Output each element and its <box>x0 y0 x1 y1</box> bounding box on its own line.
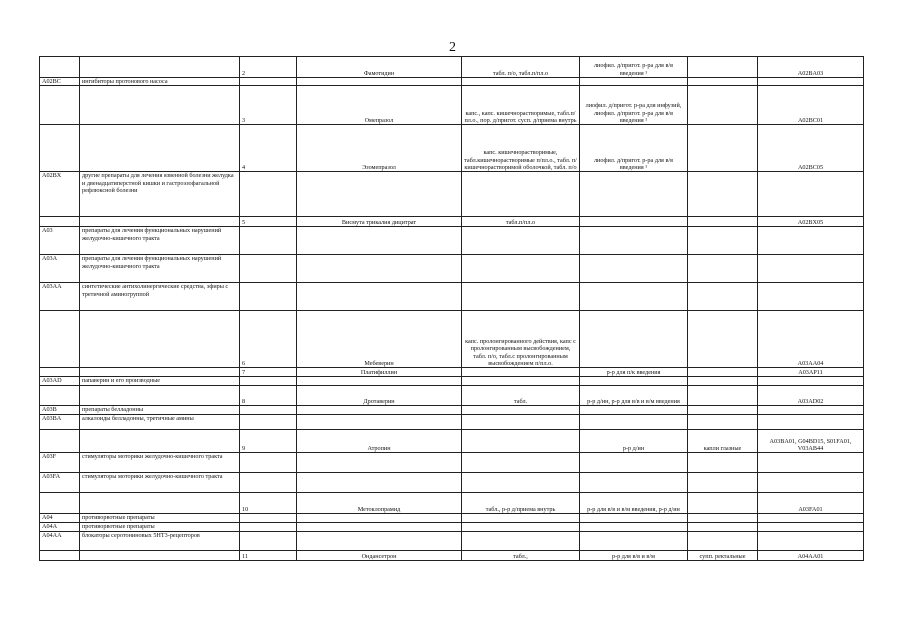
atc-code-cell <box>758 283 864 311</box>
atc-group-description-cell <box>80 311 240 368</box>
row-number-cell: 8 <box>240 386 297 406</box>
atc-code-cell <box>758 473 864 493</box>
atc-group-code-cell: A03BA <box>40 415 80 430</box>
atc-group-code-cell <box>40 217 80 227</box>
group-row <box>40 532 864 551</box>
atc-group-description-cell <box>80 217 240 227</box>
row-number-cell <box>240 227 297 255</box>
atc-code-cell: A02BX05 <box>758 217 864 227</box>
dosage-forms-cell <box>462 368 580 377</box>
injectable-forms-cell: р-р для п/к введения <box>580 368 688 377</box>
drug-name-cell: Атропин <box>297 430 462 453</box>
dosage-forms-cell <box>462 514 580 523</box>
drug-name-cell <box>297 532 462 551</box>
injectable-forms-cell: р-р д/ин, р-р для в/в и в/м введения <box>580 386 688 406</box>
dosage-forms-cell: табл., р-р д/приема внутрь <box>462 493 580 514</box>
other-forms-cell <box>688 217 758 227</box>
atc-group-description-cell <box>80 368 240 377</box>
injectable-forms-cell <box>580 78 688 86</box>
atc-group-description-cell: препараты для лечения функциональных нарушений желудочно-кишечного тракта <box>80 255 240 283</box>
atc-code-cell <box>758 406 864 415</box>
other-forms-cell <box>688 523 758 532</box>
injectable-forms-cell <box>580 227 688 255</box>
atc-group-description-cell <box>80 386 240 406</box>
atc-code-cell <box>758 227 864 255</box>
other-forms-cell <box>688 311 758 368</box>
dosage-forms-cell: табл. п/о, табл.п/пл.о <box>462 57 580 78</box>
row-number-cell: 7 <box>240 368 297 377</box>
drug-name-cell <box>297 172 462 217</box>
row-number-cell <box>240 415 297 430</box>
row-number-cell <box>240 523 297 532</box>
drug-row <box>40 430 864 453</box>
atc-code-cell <box>758 523 864 532</box>
atc-code-cell: A03AD02 <box>758 386 864 406</box>
injectable-forms-cell <box>580 255 688 283</box>
atc-code-cell <box>758 377 864 386</box>
injectable-forms-cell <box>580 406 688 415</box>
dosage-forms-cell <box>462 78 580 86</box>
injectable-forms-cell: лиофил. д/пригот. р-ра для инфузий, лиофил. д/пригот. р-ра для в/в введения ¹ <box>580 86 688 125</box>
drug-row <box>40 551 864 561</box>
table-body <box>40 57 864 561</box>
dosage-forms-cell <box>462 255 580 283</box>
drug-name-cell: Эзомепразол <box>297 125 462 172</box>
row-number-cell: 9 <box>240 430 297 453</box>
row-number-cell <box>240 406 297 415</box>
dosage-forms-cell <box>462 415 580 430</box>
atc-code-cell: A02BC01 <box>758 86 864 125</box>
dosage-forms-cell: табл. <box>462 386 580 406</box>
dosage-forms-cell <box>462 406 580 415</box>
other-forms-cell <box>688 172 758 217</box>
dosage-forms-cell <box>462 532 580 551</box>
atc-group-description-cell: препараты для лечения функциональных нарушений желудочно-кишечного тракта <box>80 227 240 255</box>
drug-name-cell <box>297 473 462 493</box>
group-row <box>40 406 864 415</box>
atc-group-description-cell: противорвотные препараты <box>80 523 240 532</box>
atc-group-code-cell: A03AA <box>40 283 80 311</box>
group-row <box>40 514 864 523</box>
atc-group-description-cell: ингибиторы протонового насоса <box>80 78 240 86</box>
group-row <box>40 283 864 311</box>
row-number-cell: 3 <box>240 86 297 125</box>
injectable-forms-cell <box>580 283 688 311</box>
atc-group-code-cell: A03B <box>40 406 80 415</box>
atc-code-cell: A03FA01 <box>758 493 864 514</box>
atc-code-cell: A04AA01 <box>758 551 864 561</box>
row-number-cell <box>240 453 297 473</box>
atc-group-code-cell <box>40 57 80 78</box>
atc-group-code-cell: A03FA <box>40 473 80 493</box>
other-forms-cell <box>688 377 758 386</box>
row-number-cell <box>240 255 297 283</box>
drug-name-cell <box>297 78 462 86</box>
atc-code-cell: A03AP11 <box>758 368 864 377</box>
drug-name-cell: Висмута трикалия дицитрат <box>297 217 462 227</box>
injectable-forms-cell <box>580 172 688 217</box>
drug-row <box>40 57 864 78</box>
other-forms-cell <box>688 415 758 430</box>
atc-code-cell <box>758 255 864 283</box>
injectable-forms-cell <box>580 514 688 523</box>
drug-name-cell: Метоклопрамид <box>297 493 462 514</box>
drug-row <box>40 217 864 227</box>
row-number-cell: 10 <box>240 493 297 514</box>
drug-name-cell <box>297 255 462 283</box>
row-number-cell <box>240 532 297 551</box>
atc-group-description-cell: противорвотные препараты <box>80 514 240 523</box>
row-number-cell <box>240 514 297 523</box>
group-row <box>40 227 864 255</box>
dosage-forms-cell: капс., капс. кишечнорастворимые, табл.п/пл.о., пор. д/пригот. сусп. д/приема внутрь <box>462 86 580 125</box>
atc-group-code-cell: A03F <box>40 453 80 473</box>
atc-group-code-cell <box>40 551 80 561</box>
drug-name-cell: Мебеверин <box>297 311 462 368</box>
injectable-forms-cell <box>580 311 688 368</box>
dosage-forms-cell <box>462 523 580 532</box>
atc-group-code-cell: A04A <box>40 523 80 532</box>
atc-group-description-cell <box>80 430 240 453</box>
other-forms-cell <box>688 532 758 551</box>
atc-group-code-cell: A03AD <box>40 377 80 386</box>
group-row <box>40 415 864 430</box>
group-row <box>40 453 864 473</box>
atc-group-description-cell: стимуляторы моторики желудочно-кишечного тракта <box>80 453 240 473</box>
dosage-forms-cell <box>462 227 580 255</box>
atc-code-cell: A02BA03 <box>758 57 864 78</box>
atc-code-cell: A02BC05 <box>758 125 864 172</box>
row-number-cell <box>240 172 297 217</box>
page-number: 2 <box>449 40 456 55</box>
dosage-forms-cell <box>462 377 580 386</box>
drug-name-cell <box>297 406 462 415</box>
atc-group-code-cell: A04 <box>40 514 80 523</box>
drug-name-cell <box>297 453 462 473</box>
dosage-forms-cell: капс. пролонгированного действия, капс с пролонгированным высвобождением, табл. п/о, табл.с пролонгированным высвобождением п/пл.о. <box>462 311 580 368</box>
drug-row <box>40 386 864 406</box>
other-forms-cell <box>688 57 758 78</box>
other-forms-cell <box>688 283 758 311</box>
drug-name-cell: Фамотидин <box>297 57 462 78</box>
group-row <box>40 377 864 386</box>
row-number-cell: 11 <box>240 551 297 561</box>
drug-row <box>40 493 864 514</box>
group-row <box>40 523 864 532</box>
other-forms-cell <box>688 453 758 473</box>
atc-group-description-cell: стимуляторы моторики желудочно-кишечного тракта <box>80 473 240 493</box>
drug-list-table <box>39 56 864 561</box>
row-number-cell: 2 <box>240 57 297 78</box>
atc-group-code-cell <box>40 430 80 453</box>
dosage-forms-cell: табл., <box>462 551 580 561</box>
injectable-forms-cell: лиофил. д/пригот. р-ра для в/в введения ¹ <box>580 125 688 172</box>
atc-group-code-cell <box>40 386 80 406</box>
dosage-forms-cell <box>462 453 580 473</box>
drug-row <box>40 125 864 172</box>
injectable-forms-cell <box>580 415 688 430</box>
injectable-forms-cell: р-р д/ин <box>580 430 688 453</box>
injectable-forms-cell <box>580 523 688 532</box>
atc-group-description-cell: другие препараты для лечения язвенной болезни желудка и двенадцатиперстной кишки и гастроэзофагальной рефлюксной болезни <box>80 172 240 217</box>
injectable-forms-cell: р-р для в/в и в/м <box>580 551 688 561</box>
drug-name-cell: Дротаверин <box>297 386 462 406</box>
drug-name-cell <box>297 227 462 255</box>
row-number-cell <box>240 377 297 386</box>
atc-group-code-cell <box>40 368 80 377</box>
atc-group-description-cell: блокаторы серотониновых 5HT3-рецепторов <box>80 532 240 551</box>
atc-code-cell <box>758 415 864 430</box>
row-number-cell: 6 <box>240 311 297 368</box>
atc-group-code-cell: A02BC <box>40 78 80 86</box>
other-forms-cell: капли глазные <box>688 430 758 453</box>
other-forms-cell <box>688 514 758 523</box>
drug-name-cell <box>297 415 462 430</box>
drug-name-cell <box>297 523 462 532</box>
row-number-cell <box>240 78 297 86</box>
row-number-cell: 5 <box>240 217 297 227</box>
atc-code-cell: A03AA04 <box>758 311 864 368</box>
drug-row <box>40 86 864 125</box>
other-forms-cell <box>688 125 758 172</box>
atc-group-code-cell: A03 <box>40 227 80 255</box>
atc-group-code-cell <box>40 311 80 368</box>
atc-code-cell <box>758 532 864 551</box>
row-number-cell <box>240 283 297 311</box>
atc-group-description-cell: алкалоиды белладонны, третичные амины <box>80 415 240 430</box>
dosage-forms-cell <box>462 430 580 453</box>
atc-group-description-cell <box>80 86 240 125</box>
other-forms-cell <box>688 255 758 283</box>
drug-row <box>40 368 864 377</box>
drug-name-cell <box>297 377 462 386</box>
group-row <box>40 172 864 217</box>
atc-group-description-cell: препараты белладонны <box>80 406 240 415</box>
other-forms-cell: супп. ректальные <box>688 551 758 561</box>
group-row <box>40 78 864 86</box>
other-forms-cell <box>688 86 758 125</box>
atc-group-description-cell <box>80 493 240 514</box>
injectable-forms-cell <box>580 453 688 473</box>
dosage-forms-cell <box>462 283 580 311</box>
other-forms-cell <box>688 78 758 86</box>
row-number-cell <box>240 473 297 493</box>
atc-code-cell: A03BA01, G04BD15, S01FA01, V03AB44 <box>758 430 864 453</box>
other-forms-cell <box>688 227 758 255</box>
atc-group-code-cell: A02BX <box>40 172 80 217</box>
other-forms-cell <box>688 473 758 493</box>
injectable-forms-cell <box>580 473 688 493</box>
injectable-forms-cell: р-р для в/в и в/м введения, р-р д/ин <box>580 493 688 514</box>
other-forms-cell <box>688 386 758 406</box>
other-forms-cell <box>688 406 758 415</box>
dosage-forms-cell <box>462 172 580 217</box>
atc-code-cell <box>758 514 864 523</box>
atc-group-description-cell <box>80 551 240 561</box>
atc-group-code-cell: A03A <box>40 255 80 283</box>
atc-group-description-cell <box>80 125 240 172</box>
row-number-cell: 4 <box>240 125 297 172</box>
injectable-forms-cell <box>580 217 688 227</box>
other-forms-cell <box>688 368 758 377</box>
dosage-forms-cell: капс. кишечнорастворимые, табл.кишечнорастворимые п/пл.о., табл. п/кишечнорастворимой оболочкой, табл. п/о <box>462 125 580 172</box>
drug-name-cell: Ондансетрон <box>297 551 462 561</box>
other-forms-cell <box>688 493 758 514</box>
drug-name-cell: Омепразол <box>297 86 462 125</box>
drug-row <box>40 311 864 368</box>
atc-code-cell <box>758 453 864 473</box>
atc-code-cell <box>758 172 864 217</box>
atc-group-code-cell <box>40 125 80 172</box>
dosage-forms-cell <box>462 473 580 493</box>
dosage-forms-cell: табл.п/пл.о <box>462 217 580 227</box>
injectable-forms-cell <box>580 532 688 551</box>
atc-group-description-cell <box>80 57 240 78</box>
injectable-forms-cell <box>580 377 688 386</box>
injectable-forms-cell: лиофил. д/пригот. р-ра для в/в введения ¹ <box>580 57 688 78</box>
atc-group-code-cell: A04AA <box>40 532 80 551</box>
drug-name-cell: Платифиллин <box>297 368 462 377</box>
group-row <box>40 473 864 493</box>
drug-name-cell <box>297 283 462 311</box>
atc-code-cell <box>758 78 864 86</box>
drug-name-cell <box>297 514 462 523</box>
atc-group-description-cell: папаверин и его производные <box>80 377 240 386</box>
atc-group-description-cell: синтетические антихолинергические средства, эфиры с третичной аминогруппой <box>80 283 240 311</box>
atc-group-code-cell <box>40 86 80 125</box>
group-row <box>40 255 864 283</box>
atc-group-code-cell <box>40 493 80 514</box>
